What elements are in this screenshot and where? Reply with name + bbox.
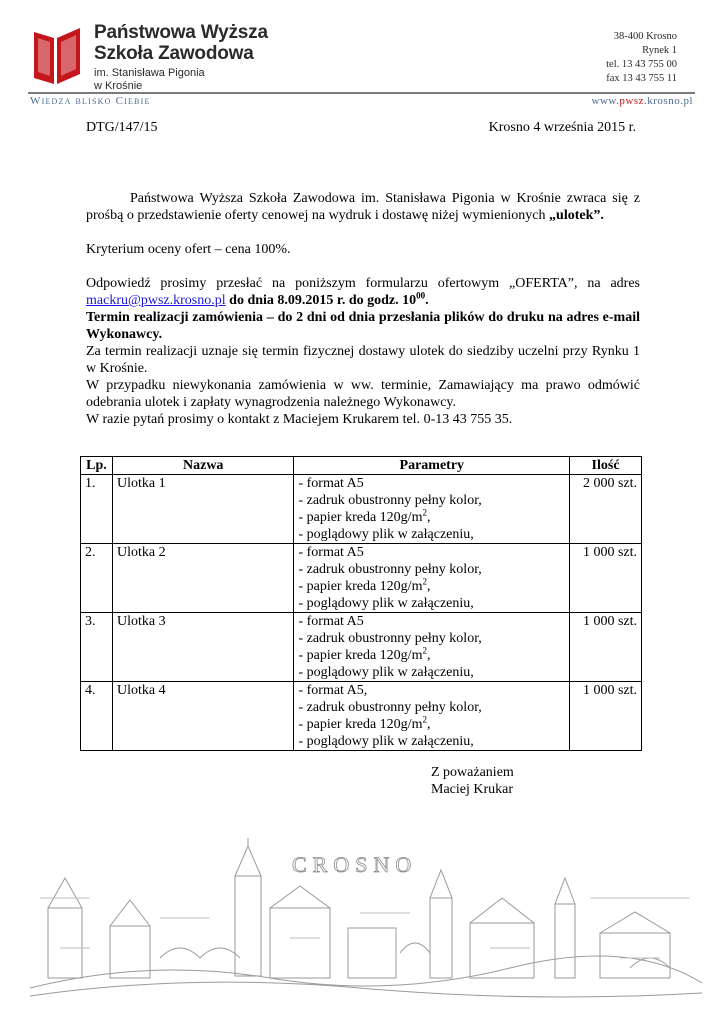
school-website[interactable] — [592, 95, 693, 107]
param-file: - poglądowy plik w załączeniu, — [298, 665, 474, 680]
town-label — [292, 852, 417, 877]
school-logo-icon — [30, 24, 84, 86]
table-row — [81, 613, 642, 682]
school-slogan: Wiedza blisko Ciebie — [30, 95, 151, 107]
param-format: - format A5 — [298, 614, 364, 629]
row-lp: 4. — [81, 682, 113, 751]
school-name — [94, 22, 268, 93]
term-paragraph — [86, 309, 640, 343]
param-paper: - papier kreda $120g/m^2$, — [298, 645, 431, 663]
param-paper: - papier kreda $120g/m^2$, — [298, 714, 431, 732]
school-name-line1: Państwowa Wyższa — [94, 22, 268, 43]
table-header-row — [81, 457, 642, 475]
row-quantity: 1 000 szt. — [570, 613, 642, 682]
param-file: - poglądowy plik w załączeniu, — [298, 596, 474, 611]
header-name: Nazwa — [112, 457, 293, 475]
document-reference: DTG/147/15 — [86, 120, 158, 135]
school-address — [606, 30, 677, 86]
reply-paragraph — [86, 275, 640, 309]
row-quantity: 2 000 szt. — [570, 475, 642, 544]
url-prefix: www. — [591, 95, 620, 107]
krosno-panorama-illustration — [30, 838, 702, 998]
param-print: - zadruk obustronny pełny kolor, — [298, 493, 482, 508]
param-format: - format A5 — [298, 545, 364, 560]
criterion-paragraph: Kryterium oceny ofert – cena 100%. — [86, 242, 291, 257]
param-format: - format A5 — [298, 476, 364, 491]
penalty-paragraph: W przypadku niewykonania zamówienia w ww. terminie, Zamawiający ma prawo odmówić odebrania ulotek i zapłaty wynagrodzenia należnego Wykonawcy. — [86, 378, 640, 410]
row-name: Ulotka 2 — [112, 544, 293, 613]
param-paper: - papier kreda $120g/m^2$, — [298, 576, 431, 594]
param-paper: - papier kreda $120g/m^2$, — [298, 507, 431, 525]
items-table — [80, 456, 642, 751]
reply-deadline-end: . — [425, 293, 429, 308]
row-name: Ulotka 1 — [112, 475, 293, 544]
param-file: - poglądowy plik w załączeniu, — [298, 734, 474, 749]
school-name-line2: Szkoła Zawodowa — [94, 43, 254, 64]
signature-block — [431, 764, 514, 798]
row-quantity: 1 000 szt. — [570, 544, 642, 613]
header-parameters: Parametry — [294, 457, 570, 475]
row-lp: 1. — [81, 475, 113, 544]
url-domain: pwsz — [619, 95, 644, 107]
reply-email-link[interactable]: mackru@pwsz.krosno.pl — [86, 293, 226, 308]
row-name: Ulotka 3 — [112, 613, 293, 682]
contact-paragraph: W razie pytań prosimy o kontakt z Maciejem Krukarem tel. 0-13 43 755 35. — [86, 412, 513, 427]
intro-paragraph — [86, 190, 640, 224]
document-date: Krosno 4 września 2015 r. — [488, 120, 636, 135]
intro-subject: „ulotek”. — [549, 208, 604, 223]
url-suffix: .krosno.pl — [644, 95, 693, 107]
address-street: Rynek 1 — [642, 45, 677, 56]
table-row — [81, 544, 642, 613]
letter-body — [86, 190, 640, 428]
address-phone: tel. 13 43 755 00 — [606, 59, 677, 70]
reply-deadline-minutes: 00 — [416, 290, 426, 301]
reply-deadline — [225, 290, 429, 308]
reply-text: Odpowiedź prosimy przesłać na poniższym formularzu ofertowym „OFERTA”, na adres — [86, 276, 640, 291]
row-lp: 3. — [81, 613, 113, 682]
term-text: Termin realizacji zamówienia – do 2 dni od dnia przesłania plików do druku na adres e-mail Wykonawcy. — [86, 310, 640, 342]
table-row — [81, 475, 642, 544]
row-parameters — [294, 613, 570, 682]
row-parameters — [294, 475, 570, 544]
row-name: Ulotka 4 — [112, 682, 293, 751]
param-format: - format A5, — [298, 683, 368, 698]
table-row — [81, 682, 642, 751]
param-file: - poglądowy plik w załączeniu, — [298, 527, 474, 542]
reply-deadline-text: do dnia 8.09.2015 r. do godz. 10 — [225, 293, 417, 308]
row-lp: 2. — [81, 544, 113, 613]
param-print: - zadruk obustronny pełny kolor, — [298, 631, 482, 646]
header-quantity: Ilość — [570, 457, 642, 475]
row-parameters — [294, 682, 570, 751]
row-quantity: 1 000 szt. — [570, 682, 642, 751]
school-name-line4: w Krośnie — [94, 80, 143, 92]
param-print: - zadruk obustronny pełny kolor, — [298, 562, 482, 577]
address-fax: fax 13 43 755 11 — [606, 73, 677, 84]
signature-name: Maciej Krukar — [431, 782, 514, 797]
row-parameters — [294, 544, 570, 613]
header-lp: Lp. — [81, 457, 113, 475]
header-divider — [28, 92, 695, 94]
svg-text:CROSNO: CROSNO — [292, 852, 418, 877]
address-city: 38-400 Krosno — [613, 31, 677, 42]
intro-text: Państwowa Wyższa Szkoła Zawodowa im. Stanisława Pigonia w Krośnie zwraca się z prośbą o przedstawienie oferty cenowej na wydruk i dostawę niżej wymienionych — [86, 191, 640, 223]
signature-closing: Z poważaniem — [431, 765, 514, 780]
param-print: - zadruk obustronny pełny kolor, — [298, 700, 482, 715]
school-name-line3: im. Stanisława Pigonia — [94, 67, 205, 79]
term-note-paragraph: Za termin realizacji uznaje się termin fizycznej dostawy ulotek do siedziby uczelni przy Rynku 1 w Krośnie. — [86, 344, 640, 376]
